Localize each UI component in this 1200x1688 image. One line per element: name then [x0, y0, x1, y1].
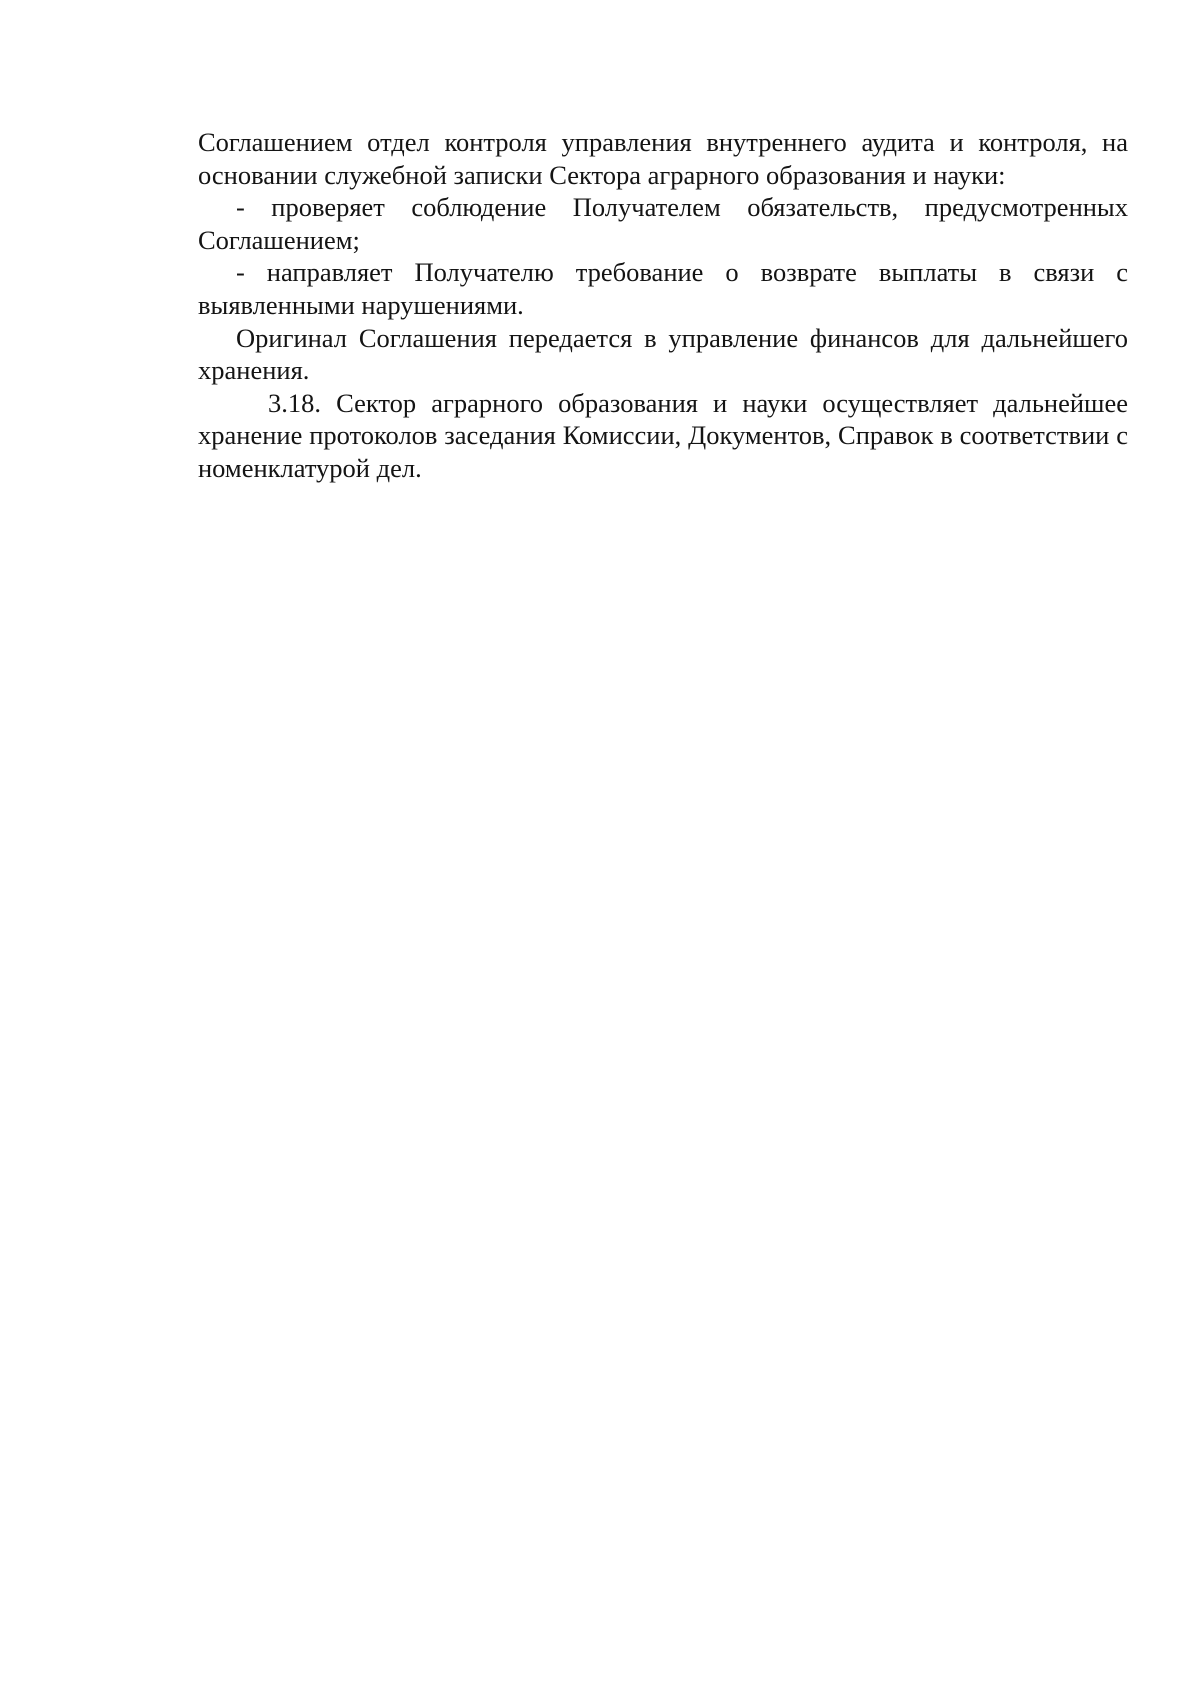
paragraph-continuation: Соглашением отдел контроля управления внутреннего аудита и контроля, на основании служебной записки Сектора аграрного образования и науки:	[198, 127, 1128, 190]
document-body	[198, 126, 1128, 485]
paragraph-original-storage: Оригинал Соглашения передается в управление финансов для дальнейшего хранения.	[198, 322, 1128, 386]
paragraph-section-3-18: 3.18. Сектор аграрного образования и науки осуществляет дальнейшее хранение протоколов заседания Комиссии, Документов, Справок в соответствии с номенклатурой дел.	[198, 387, 1128, 483]
list-item-check-obligations: - проверяет соблюдение Получателем обязательств, предусмотренных Соглашением;	[198, 192, 1128, 255]
list-item-return-demand: - направляет Получателю требование о возврате выплаты в связи с выявленными нарушениями.	[198, 257, 1128, 320]
